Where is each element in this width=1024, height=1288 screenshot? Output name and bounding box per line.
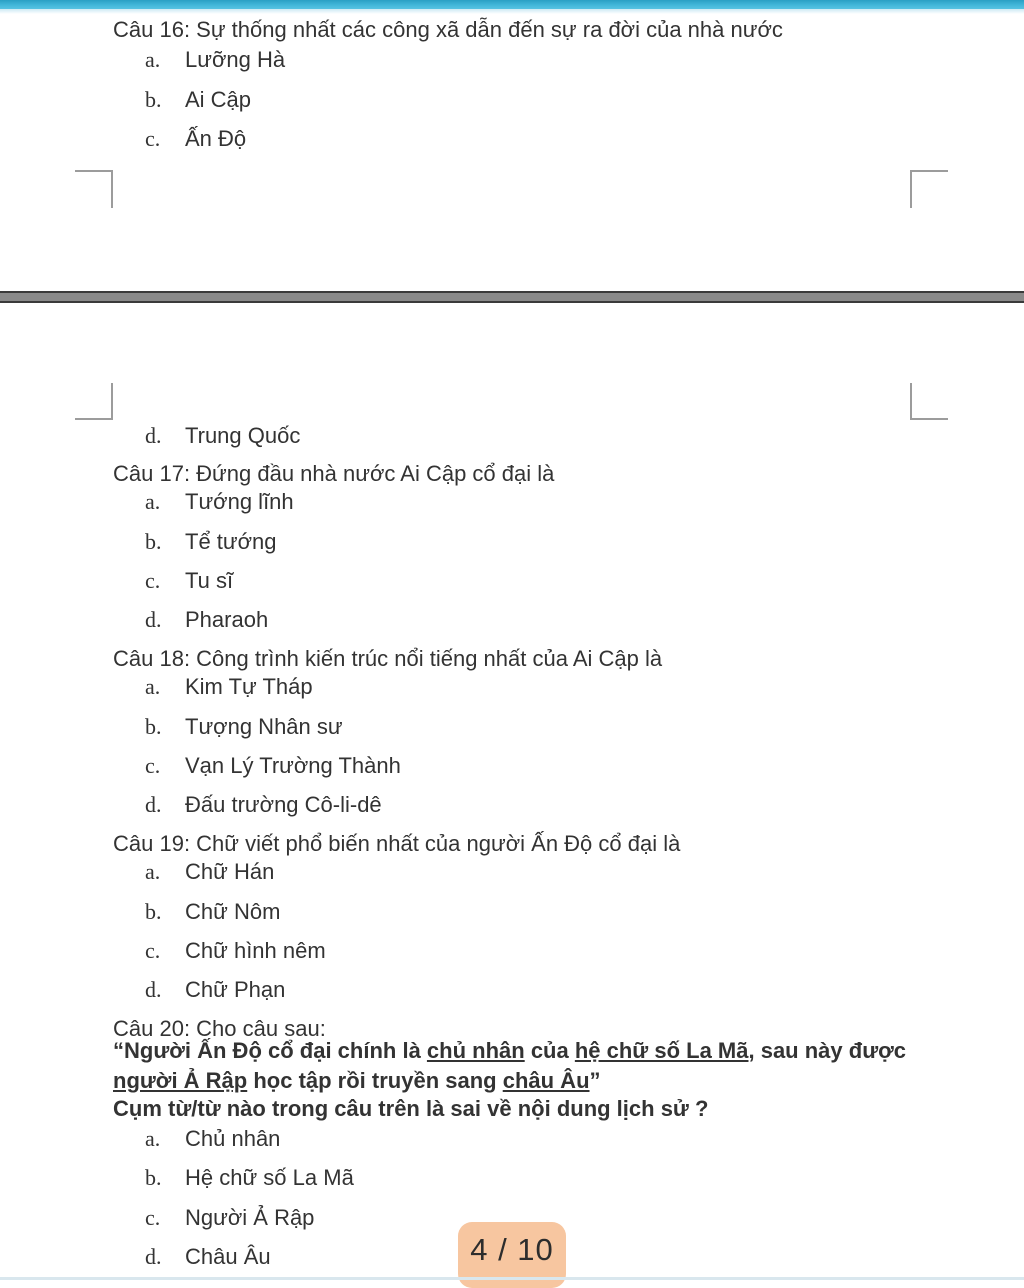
question-19-header: Câu 19: Chữ viết phổ biến nhất của người Ấn Độ cổ đại là [113, 831, 681, 856]
option-letter: c. [145, 1205, 161, 1230]
question-20-prompt: Cụm từ/từ nào trong câu trên là sai về nội dung lịch sử ? [113, 1096, 709, 1121]
page-top-margin-mark-left [75, 383, 113, 420]
option-text: Ấn Độ [185, 126, 247, 151]
option-letter: c. [145, 126, 161, 151]
question-18-option-d [145, 792, 382, 818]
option-text: Châu Âu [185, 1244, 271, 1269]
question-20-header: Câu 20: Cho câu sau: [113, 1016, 326, 1041]
quote-segment-underlined: hệ chữ số La Mã [574, 1038, 749, 1063]
page-break-divider [0, 291, 1024, 303]
option-letter: a. [145, 1126, 161, 1151]
question-19-option-c [145, 938, 326, 964]
question-18-option-a [145, 674, 313, 700]
question-17-header: Câu 17: Đứng đầu nhà nước Ai Cập cổ đại là [113, 461, 555, 486]
quote-segment: học tập rồi truyền sang [247, 1068, 503, 1093]
option-text: Chữ Nôm [185, 899, 281, 924]
question-17-option-b [145, 529, 277, 555]
question-16-option-a [145, 47, 285, 73]
question-18-header: Câu 18: Công trình kiến trúc nổi tiếng nhất của Ai Cập là [113, 646, 663, 671]
quote-segment: , sau này được [748, 1038, 906, 1063]
option-letter: c. [145, 753, 161, 778]
question-20-option-d [145, 1244, 271, 1270]
option-letter: b. [145, 714, 162, 739]
question-19-option-d [145, 977, 285, 1003]
question-16-option-c [145, 126, 246, 152]
page-top-margin-mark-right [910, 383, 948, 420]
question-20-option-a [145, 1126, 280, 1152]
question-16-option-d [145, 423, 300, 449]
quote-segment-underlined: người Ả Rập [113, 1068, 248, 1093]
option-letter: d. [145, 607, 162, 632]
option-text: Trung Quốc [185, 423, 301, 448]
option-text: Ai Cập [185, 87, 252, 112]
question-20-option-c [145, 1205, 314, 1231]
page-bottom-margin-mark-left [75, 170, 113, 208]
question-16-header: Câu 16: Sự thống nhất các công xã dẫn đến sự ra đời của nhà nước [113, 17, 783, 42]
option-text: Chữ Hán [185, 859, 275, 884]
question-20-quote [113, 1036, 911, 1096]
option-text: Người Ả Rập [185, 1205, 315, 1230]
question-18-option-b [145, 714, 343, 740]
question-19-option-b [145, 899, 280, 925]
quote-segment: của [524, 1038, 575, 1063]
question-17-option-d [145, 607, 268, 633]
option-letter: b. [145, 529, 162, 554]
option-text: Đấu trường Cô-li-dê [185, 792, 382, 817]
question-20-option-b [145, 1165, 354, 1191]
option-letter: a. [145, 489, 161, 514]
page-indicator-label: 4 / 10 [470, 1232, 554, 1267]
option-letter: d. [145, 977, 162, 1002]
question-16-option-b [145, 87, 251, 113]
option-text: Kim Tự Tháp [185, 674, 313, 699]
option-letter: c. [145, 568, 161, 593]
quote-segment-underlined: châu Âu [502, 1068, 590, 1093]
page-bottom-margin-mark-right [910, 170, 948, 208]
option-letter: a. [145, 674, 161, 699]
option-letter: c. [145, 938, 161, 963]
option-letter: d. [145, 792, 162, 817]
question-19-option-a [145, 859, 274, 885]
option-text: Chữ Phạn [185, 977, 286, 1002]
option-text: Lưỡng Hà [185, 47, 286, 72]
quote-segment: “Người Ấn Độ cổ đại chính là [113, 1038, 427, 1063]
option-text: Pharaoh [185, 607, 269, 632]
option-letter: a. [145, 859, 161, 884]
top-accent-bar [0, 0, 1024, 9]
quote-segment-underlined: chủ nhân [426, 1038, 525, 1063]
option-letter: b. [145, 1165, 162, 1190]
option-text: Chữ hình nêm [185, 938, 326, 963]
option-letter: d. [145, 423, 162, 448]
question-18-option-c [145, 753, 401, 779]
top-accent-bar-fade [0, 9, 1024, 14]
option-letter: d. [145, 1244, 162, 1269]
option-text: Chủ nhân [185, 1126, 281, 1151]
option-text: Tể tướng [185, 529, 277, 554]
option-letter: b. [145, 899, 162, 924]
option-text: Tượng Nhân sư [185, 714, 343, 739]
option-text: Hệ chữ số La Mã [185, 1165, 354, 1190]
option-text: Tướng lĩnh [185, 489, 294, 514]
quote-segment: ” [589, 1068, 601, 1093]
option-letter: a. [145, 47, 161, 72]
option-text: Vạn Lý Trường Thành [185, 753, 401, 778]
question-17-option-c [145, 568, 233, 594]
option-text: Tu sĩ [185, 568, 234, 593]
option-letter: b. [145, 87, 162, 112]
question-17-option-a [145, 489, 294, 515]
